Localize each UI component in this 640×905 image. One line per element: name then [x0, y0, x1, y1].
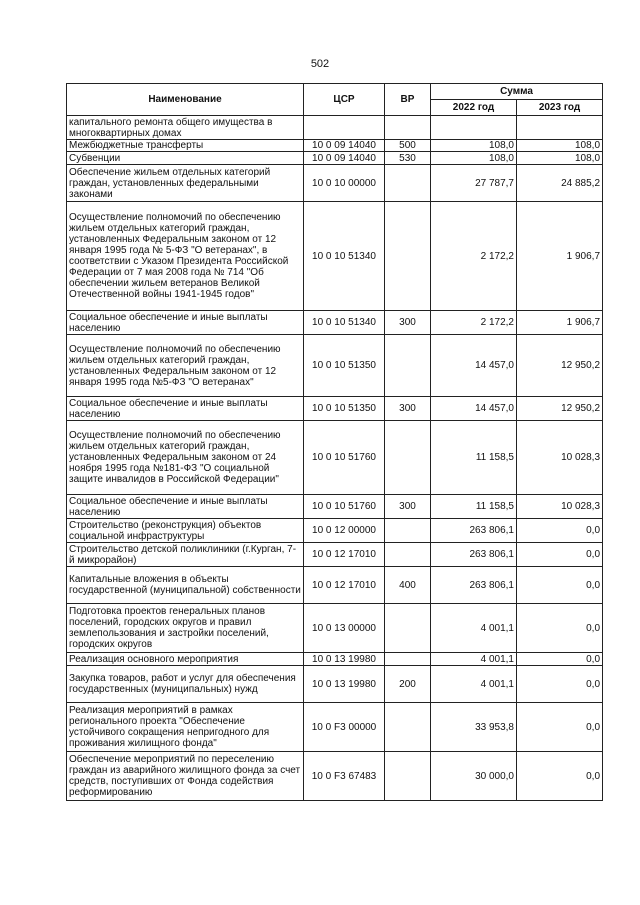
- header-name: Наименование: [67, 84, 304, 116]
- row-sum-2023: 108,0: [517, 152, 603, 165]
- row-csr: 10 0 10 51340: [304, 202, 385, 311]
- row-sum-2022: 4 001,1: [431, 666, 517, 703]
- row-sum-2023: 0,0: [517, 567, 603, 604]
- row-vr: 300: [385, 311, 431, 335]
- row-vr: 300: [385, 495, 431, 519]
- table-row: [67, 311, 603, 335]
- table-row: [67, 165, 603, 202]
- row-vr: [385, 165, 431, 202]
- row-vr: [385, 653, 431, 666]
- row-sum-2022: 11 158,5: [431, 421, 517, 495]
- row-sum-2022: 14 457,0: [431, 335, 517, 397]
- row-sum-2022: 108,0: [431, 152, 517, 165]
- table-row: [67, 140, 603, 152]
- row-vr: [385, 604, 431, 653]
- row-name: Реализация мероприятий в рамках регионального проекта "Обеспечение устойчивого сокращения непригодного для проживания жилищного фонда": [67, 703, 304, 752]
- row-sum-2023: 10 028,3: [517, 421, 603, 495]
- row-csr: 10 0 12 17010: [304, 567, 385, 604]
- table-row: [67, 421, 603, 495]
- row-csr: 10 0 13 00000: [304, 604, 385, 653]
- row-name: Строительство детской поликлиники (г.Курган, 7-й микрорайон): [67, 543, 304, 567]
- row-name: Социальное обеспечение и иные выплаты населению: [67, 397, 304, 421]
- header-vr: ВР: [385, 84, 431, 116]
- row-csr: 10 0 10 00000: [304, 165, 385, 202]
- table-row: [67, 703, 603, 752]
- row-sum-2023: 0,0: [517, 703, 603, 752]
- row-name: Межбюджетные трансферты: [67, 140, 304, 152]
- row-name: Социальное обеспечение и иные выплаты населению: [67, 495, 304, 519]
- header-csr: ЦСР: [304, 84, 385, 116]
- row-csr: 10 0 F3 67483: [304, 752, 385, 801]
- row-name: Осуществление полномочий по обеспечению жильем отдельных категорий граждан, установленных Федеральным законом от 24 ноября 1995 года №181-ФЗ "О социальной защите инвалидов в Российской Федерации": [67, 421, 304, 495]
- row-name: Реализация основного мероприятия: [67, 653, 304, 666]
- row-name: Социальное обеспечение и иные выплаты населению: [67, 311, 304, 335]
- row-vr: [385, 335, 431, 397]
- row-sum-2023: 24 885,2: [517, 165, 603, 202]
- row-vr: 500: [385, 140, 431, 152]
- row-name: Капитальные вложения в объекты государственной (муниципальной) собственности: [67, 567, 304, 604]
- row-csr: 10 0 10 51350: [304, 397, 385, 421]
- row-csr: 10 0 10 51350: [304, 335, 385, 397]
- row-sum-2022: 263 806,1: [431, 567, 517, 604]
- row-sum-2022: 30 000,0: [431, 752, 517, 801]
- row-name: Осуществление полномочий по обеспечению жильем отдельных категорий граждан, установленных Федеральным законом от 12 января 1995 года №5-ФЗ "О ветеранах": [67, 335, 304, 397]
- row-name: Закупка товаров, работ и услуг для обеспечения государственных (муниципальных) нужд: [67, 666, 304, 703]
- header-sum: Сумма: [431, 84, 603, 100]
- table-row: [67, 335, 603, 397]
- row-name: Строительство (реконструкция) объектов социальной инфраструктуры: [67, 519, 304, 543]
- row-sum-2023: 10 028,3: [517, 495, 603, 519]
- row-vr: [385, 421, 431, 495]
- row-name: Осуществление полномочий по обеспечению жильем отдельных категорий граждан, установленных Федеральным законом от 12 января 1995 года № 5-ФЗ "О ветеранах", в соответствии с Указом Президента Российской Федерации от 7 мая 2008 года № 714 "Об обеспечении жильем ветеранов Великой Отечественной войны 1941-1945 годов": [67, 202, 304, 311]
- table-row: [67, 202, 603, 311]
- row-name: Обеспечение жильем отдельных категорий граждан, установленных федеральными законами: [67, 165, 304, 202]
- row-vr: 530: [385, 152, 431, 165]
- row-sum-2022: 263 806,1: [431, 543, 517, 567]
- row-sum-2023: 0,0: [517, 604, 603, 653]
- row-sum-2023: 0,0: [517, 543, 603, 567]
- row-csr: 10 0 12 00000: [304, 519, 385, 543]
- row-csr: 10 0 13 19980: [304, 653, 385, 666]
- row-csr: 10 0 10 51340: [304, 311, 385, 335]
- table-row: [67, 543, 603, 567]
- row-sum-2023: 0,0: [517, 653, 603, 666]
- row-sum-2023: 0,0: [517, 666, 603, 703]
- row-sum-2023: 1 906,7: [517, 311, 603, 335]
- row-name: капитального ремонта общего имущества в многоквартирных домах: [67, 116, 304, 140]
- row-csr: 10 0 09 14040: [304, 152, 385, 165]
- table-row: [67, 752, 603, 801]
- page-number: 502: [310, 58, 330, 70]
- row-vr: 400: [385, 567, 431, 604]
- header-2022: 2022 год: [431, 100, 517, 116]
- row-sum-2022: 4 001,1: [431, 653, 517, 666]
- row-csr: 10 0 09 14040: [304, 140, 385, 152]
- table-row: [67, 519, 603, 543]
- row-sum-2022: 14 457,0: [431, 397, 517, 421]
- table-row: [67, 152, 603, 165]
- row-name: Субвенции: [67, 152, 304, 165]
- row-sum-2023: 12 950,2: [517, 335, 603, 397]
- table-row: [67, 604, 603, 653]
- row-name: Обеспечение мероприятий по переселению граждан из аварийного жилищного фонда за счет средств, поступивших от Фонда содействия реформированию: [67, 752, 304, 801]
- row-csr: 10 0 13 19980: [304, 666, 385, 703]
- table-row: [67, 397, 603, 421]
- row-sum-2023: 0,0: [517, 752, 603, 801]
- row-sum-2023: 1 906,7: [517, 202, 603, 311]
- row-sum-2022: [431, 116, 517, 140]
- budget-table: [66, 83, 603, 801]
- row-sum-2023: 0,0: [517, 519, 603, 543]
- row-csr: 10 0 10 51760: [304, 495, 385, 519]
- row-sum-2023: 12 950,2: [517, 397, 603, 421]
- table-row: [67, 116, 603, 140]
- row-vr: 200: [385, 666, 431, 703]
- row-sum-2022: 108,0: [431, 140, 517, 152]
- table-row: [67, 666, 603, 703]
- table-row: [67, 653, 603, 666]
- row-vr: [385, 752, 431, 801]
- row-sum-2022: 33 953,8: [431, 703, 517, 752]
- row-sum-2022: 27 787,7: [431, 165, 517, 202]
- row-name: Подготовка проектов генеральных планов поселений, городских округов и правил землепользования и застройки поселений, городских округов: [67, 604, 304, 653]
- row-vr: [385, 519, 431, 543]
- row-vr: [385, 703, 431, 752]
- row-sum-2022: 263 806,1: [431, 519, 517, 543]
- table-row: [67, 495, 603, 519]
- row-vr: [385, 543, 431, 567]
- table-row: [67, 567, 603, 604]
- row-csr: 10 0 12 17010: [304, 543, 385, 567]
- row-sum-2022: 11 158,5: [431, 495, 517, 519]
- row-sum-2023: [517, 116, 603, 140]
- row-csr: 10 0 F3 00000: [304, 703, 385, 752]
- row-sum-2023: 108,0: [517, 140, 603, 152]
- header-2023: 2023 год: [517, 100, 603, 116]
- row-sum-2022: 2 172,2: [431, 311, 517, 335]
- row-vr: [385, 202, 431, 311]
- row-csr: [304, 116, 385, 140]
- row-vr: 300: [385, 397, 431, 421]
- row-vr: [385, 116, 431, 140]
- row-sum-2022: 4 001,1: [431, 604, 517, 653]
- row-csr: 10 0 10 51760: [304, 421, 385, 495]
- row-sum-2022: 2 172,2: [431, 202, 517, 311]
